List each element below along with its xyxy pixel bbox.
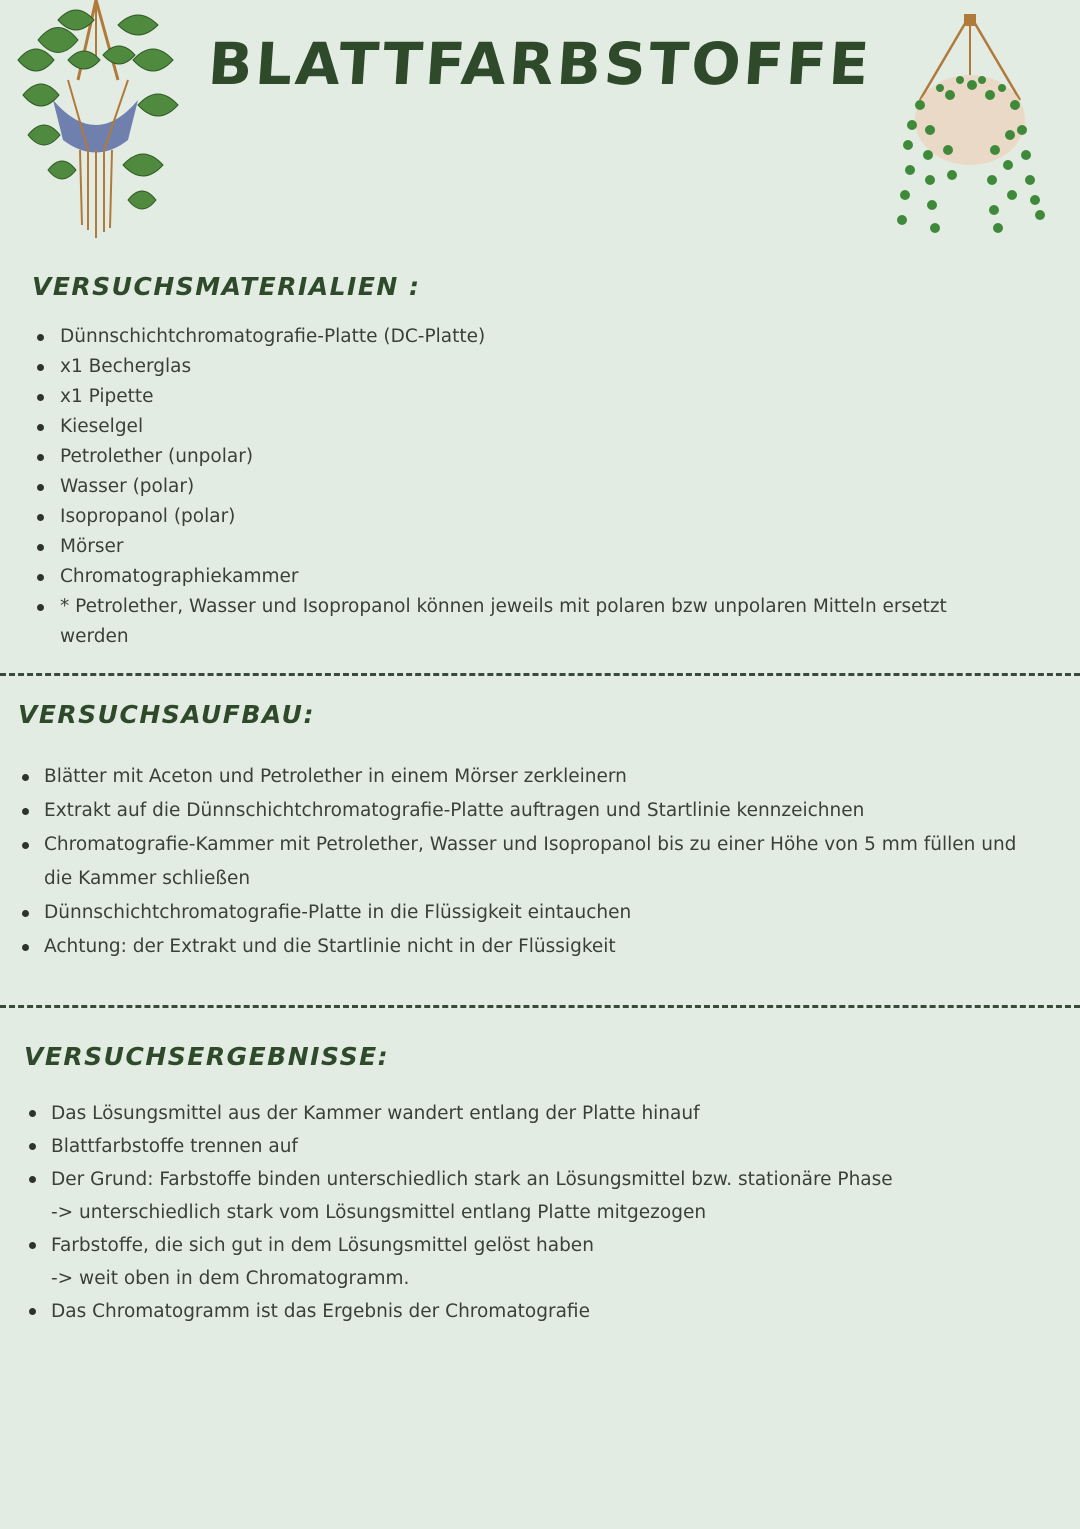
section-divider bbox=[0, 673, 1080, 676]
setup-heading: VERSUCHSAUFBAU: bbox=[18, 700, 315, 729]
materials-heading: VERSUCHSMATERIALIEN : bbox=[32, 272, 421, 301]
list-item: Chromatografie-Kammer mit Petrolether, Wasser und Isopropanol bis zu einer Höhe von 5 mm füllen und die Kammer schließen bbox=[44, 828, 1034, 896]
list-item: Wasser (polar) bbox=[60, 472, 1020, 502]
list-item: Mörser bbox=[60, 532, 1020, 562]
list-item: Dünnschichtchromatografie-Platte in die Flüssigkeit eintauchen bbox=[44, 896, 1034, 930]
list-item: x1 Becherglas bbox=[60, 352, 1020, 382]
list-item: Petrolether (unpolar) bbox=[60, 442, 1020, 472]
materials-list bbox=[60, 322, 1020, 652]
list-item: Extrakt auf die Dünnschichtchromatografie-Platte auftragen und Startlinie kennzeichnen bbox=[44, 794, 1034, 828]
list-item bbox=[51, 1229, 1031, 1295]
list-item: Isopropanol (polar) bbox=[60, 502, 1020, 532]
list-item-subline: -> weit oben in dem Chromatogramm. bbox=[51, 1268, 410, 1289]
list-item: * Petrolether, Wasser und Isopropanol können jeweils mit polaren bzw unpolaren Mitteln ersetzt werden bbox=[60, 592, 1020, 652]
list-item bbox=[51, 1163, 1031, 1229]
list-item: x1 Pipette bbox=[60, 382, 1020, 412]
list-item: Blattfarbstoffe trennen auf bbox=[51, 1130, 1031, 1163]
list-item: Kieselgel bbox=[60, 412, 1020, 442]
list-item-text: Der Grund: Farbstoffe binden unterschiedlich stark an Lösungsmittel bzw. stationäre Phase bbox=[51, 1169, 893, 1190]
results-list bbox=[51, 1097, 1031, 1328]
section-divider bbox=[0, 1005, 1080, 1008]
setup-list bbox=[44, 760, 1034, 964]
list-item: Das Lösungsmittel aus der Kammer wandert entlang der Platte hinauf bbox=[51, 1097, 1031, 1130]
list-item: Das Chromatogramm ist das Ergebnis der Chromatografie bbox=[51, 1295, 1031, 1328]
page-title: BLATTFARBSTOFFE bbox=[205, 30, 874, 98]
results-heading: VERSUCHSERGEBNISSE: bbox=[24, 1042, 390, 1071]
list-item: Blätter mit Aceton und Petrolether in einem Mörser zerkleinern bbox=[44, 760, 1034, 794]
list-item: Chromatographiekammer bbox=[60, 562, 1020, 592]
list-item: Dünnschichtchromatografie-Platte (DC-Platte) bbox=[60, 322, 1020, 352]
list-item-text: Farbstoffe, die sich gut in dem Lösungsmittel gelöst haben bbox=[51, 1235, 594, 1256]
list-item: Achtung: der Extrakt und die Startlinie nicht in der Flüssigkeit bbox=[44, 930, 1034, 964]
list-item-subline: -> unterschiedlich stark vom Lösungsmittel entlang Platte mitgezogen bbox=[51, 1202, 707, 1223]
